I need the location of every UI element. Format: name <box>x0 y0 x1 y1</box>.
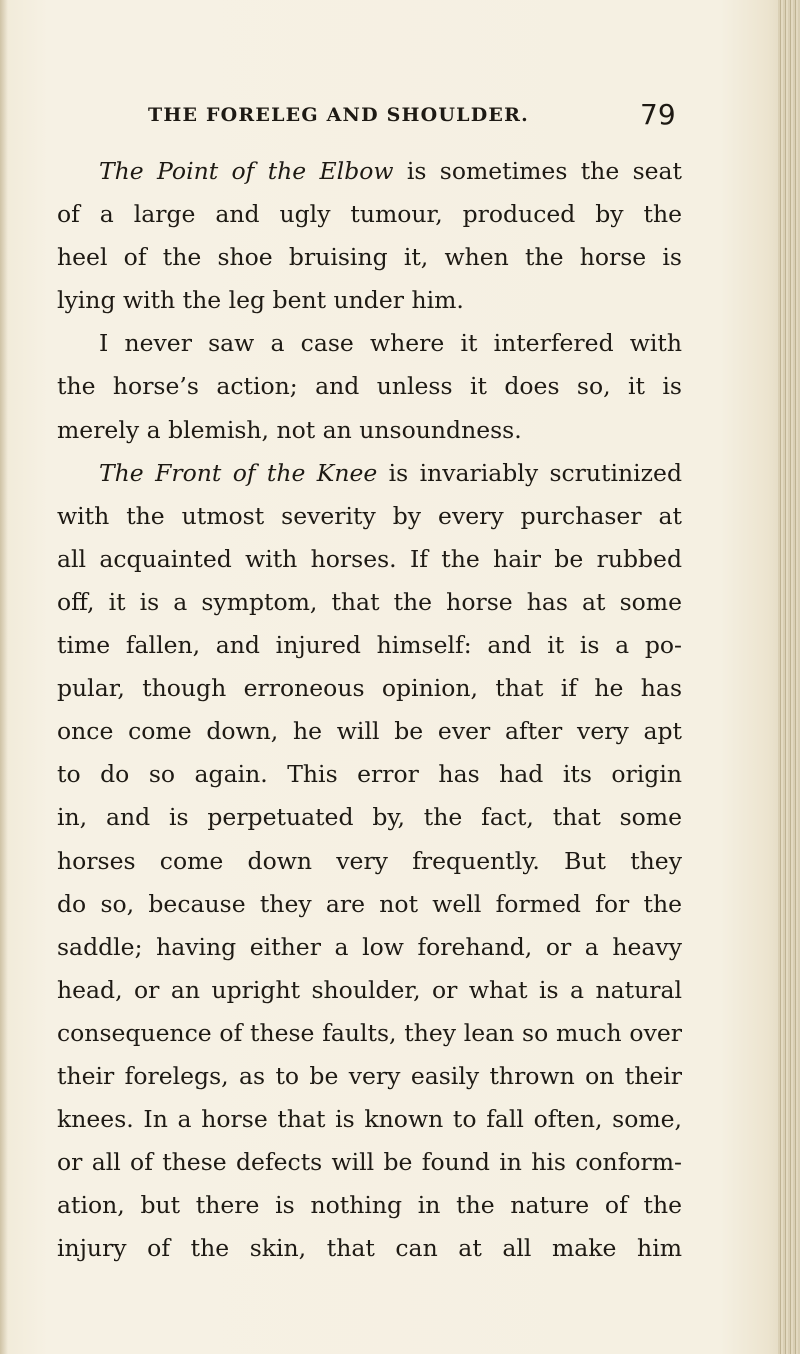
text-line: to do so again. This error has had its origin <box>57 760 682 789</box>
text-line <box>57 150 682 193</box>
text-line: or all of these defects will be found in his conform- <box>57 1148 682 1177</box>
text-line: with the utmost severity by every purchaser at <box>57 501 682 530</box>
text-line: the horse’s action; and unless it does so, it is <box>57 372 682 401</box>
text-line: merely a blemish, not an unsoundness. <box>57 415 522 444</box>
text-line: head, or an upright shoulder, or what is a natural <box>57 975 682 1004</box>
text-line: consequence of these faults, they lean so much over <box>57 1018 682 1047</box>
text-line: I never saw a case where it interfered with <box>99 329 682 358</box>
text-line: pular, though erroneous opinion, that if he has <box>57 674 682 703</box>
text-line: off, it is a symptom, that the horse has at some <box>57 587 682 616</box>
text-line <box>57 452 682 495</box>
text-line: all acquainted with horses. If the hair be rubbed <box>57 544 682 573</box>
italic-heading-elbow: The Point of the Elbow <box>99 157 394 185</box>
page-number: 79 <box>640 98 676 131</box>
body-text <box>57 150 682 1270</box>
text-line: knees. In a horse that is known to fall often, some, <box>57 1105 682 1134</box>
text-line: heel of the shoe bruising it, when the horse is <box>57 243 682 272</box>
text-line: injury of the skin, that can at all make him <box>57 1234 682 1263</box>
page-gutter-shadow <box>0 0 8 1354</box>
page-fore-edge <box>778 0 800 1354</box>
text-line: time fallen, and injured himself: and it is a po- <box>57 631 682 660</box>
text-line: in, and is perpetuated by, the fact, that some <box>57 803 682 832</box>
text-line: ation, but there is nothing in the nature of the <box>57 1191 682 1220</box>
running-head: THE FORELEG AND SHOULDER. <box>148 104 529 126</box>
text-line: their forelegs, as to be very easily thrown on their <box>57 1061 682 1090</box>
text-line: lying with the leg bent under him. <box>57 286 464 315</box>
page-header <box>0 98 800 138</box>
text-line: saddle; having either a low forehand, or a heavy <box>57 932 682 961</box>
text-line: once come down, he will be ever after very apt <box>57 717 682 746</box>
italic-heading-knee: The Front of the Knee <box>99 458 378 487</box>
text-line: horses come down very frequently. But they <box>57 846 682 875</box>
text-span: is sometimes the seat <box>393 157 682 185</box>
text-span: is invariably scrutinized <box>377 458 682 487</box>
text-line: of a large and ugly tumour, produced by the <box>57 200 682 229</box>
text-line: do so, because they are not well formed for the <box>57 889 682 918</box>
